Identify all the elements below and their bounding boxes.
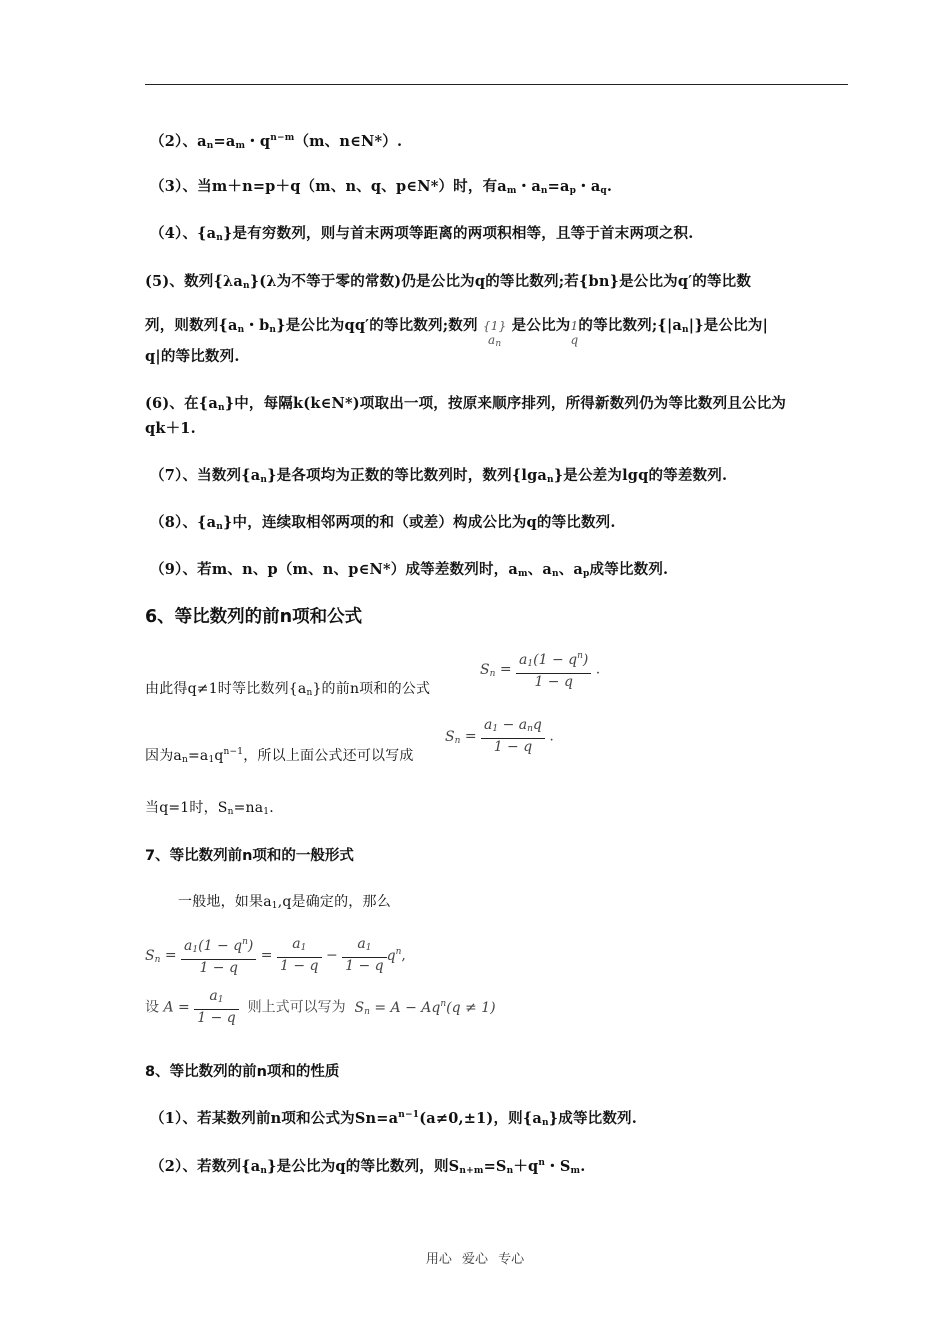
section-6-heading: 6、等比数列的前n项和公式 bbox=[145, 607, 363, 627]
property-3: （3）、当m＋n=p＋q（m、n、q、p∈N*）时，有$a_m$・$a_n=a_p$・$a_q$. bbox=[150, 178, 613, 196]
alt-formula-line: 因为$a_n=a_1q^{n-1}$，所以上面公式还可以写成 bbox=[145, 747, 414, 765]
section-8-item-2: （2）、若数列$\{a_n\}$是公比为q的等比数列，则$S_{n+m}=S_n+q^n$・$S_m$. bbox=[150, 1158, 586, 1176]
set-a-formula: 设 A = $\frac{a_1}{1 - q}$ 则上式可以写为 $S_n = A - Aq^n(q \ne 1)$ bbox=[145, 988, 496, 1026]
property-6-line1: (6)、在$\{a_n\}$中，每隔k(k∈N*)项取出一项，按原来顺序排列，所得新数列仍为等比数列且公比为 bbox=[145, 395, 787, 413]
alt-sum-formula: $S_n$ = $\frac{a_1 - a_nq}{1 - q}$ . bbox=[445, 717, 554, 755]
general-form-formula: $S_n$ = $\frac{a_1(1 - q^n)}{1 - q}$ = $\frac{a_1}{1 - q}$ − $\frac{a_1}{1 - q}$ $q^n$, bbox=[145, 936, 406, 976]
property-2: （2）、$a_n=a_m$・$q^{n-m}(m$、n∈N*）. bbox=[150, 133, 403, 151]
q-equals-one-line: 当q=1时，$S_n=na_1$. bbox=[145, 800, 274, 817]
property-5-line3: q|的等比数列. bbox=[145, 348, 240, 365]
property-5-line1: (5)、数列$\{\lambda a_n\}(\lambda$为不等于零的常数)仍是公比为q的等比数列;若{bn}是公比为q′的等比数 bbox=[145, 273, 752, 291]
header-rule bbox=[145, 84, 848, 85]
section-7-heading: 7、等比数列前n项和的一般形式 bbox=[145, 848, 354, 864]
sum-formula: $S_n$ = $\frac{a_1(1 - q^n)}{1 - q}$ . bbox=[480, 648, 600, 691]
set-prefix: 设 bbox=[145, 999, 159, 1016]
inverse-q-fraction: 1 q bbox=[570, 319, 579, 347]
property-4: （4）、$\{a_n\}$是有穷数列，则与首末两项等距离的两项积相等，且等于首末两项之积. bbox=[150, 225, 694, 243]
section-8-item-1: （1）、若某数列前n项和公式为$Sn=a^{n-1}(a\ne 0,\pm 1)$，则$\{a_n\}$成等比数列. bbox=[150, 1110, 637, 1128]
property-8: （8）、$\{a_n\}$中，连续取相邻两项的和（或差）构成公比为q的等比数列. bbox=[150, 514, 616, 532]
property-6-line2: qk＋1. bbox=[145, 420, 196, 437]
property-7: （7）、当数列$\{a_n\}$是各项均为正数的等比数列时，数列{lga$_n$}是公差为lgq的等差数列. bbox=[150, 467, 728, 485]
property-5-line2: 列，则数列{$a_n$・$b_n$}是公比为qq′的等比数列;数列 {1} $a_n$ 是公比为 1 q 的等比数列$;\{|a_n|\}$是公比为| bbox=[145, 317, 769, 349]
page-footer: 用心 爱心 专心 bbox=[425, 1252, 525, 1267]
sum-formula-line: 由此得q≠1时等比数列$\{a_n\}$的前n项和的公式 bbox=[145, 681, 431, 698]
property-9: （9）、若m、n、p（m、n、p∈N*）成等差数列时，$a_m$、$a_n$、$a_p$成等比数列. bbox=[150, 561, 669, 579]
set-middle: 则上式可以写为 bbox=[247, 999, 346, 1016]
general-form-intro: 一般地，如果$a_1,q$是确定的，那么 bbox=[178, 894, 391, 911]
reciprocal-fraction: {1} $a_n$ bbox=[482, 319, 507, 349]
section-8-heading: 8、等比数列的前n项和的性质 bbox=[145, 1064, 340, 1080]
